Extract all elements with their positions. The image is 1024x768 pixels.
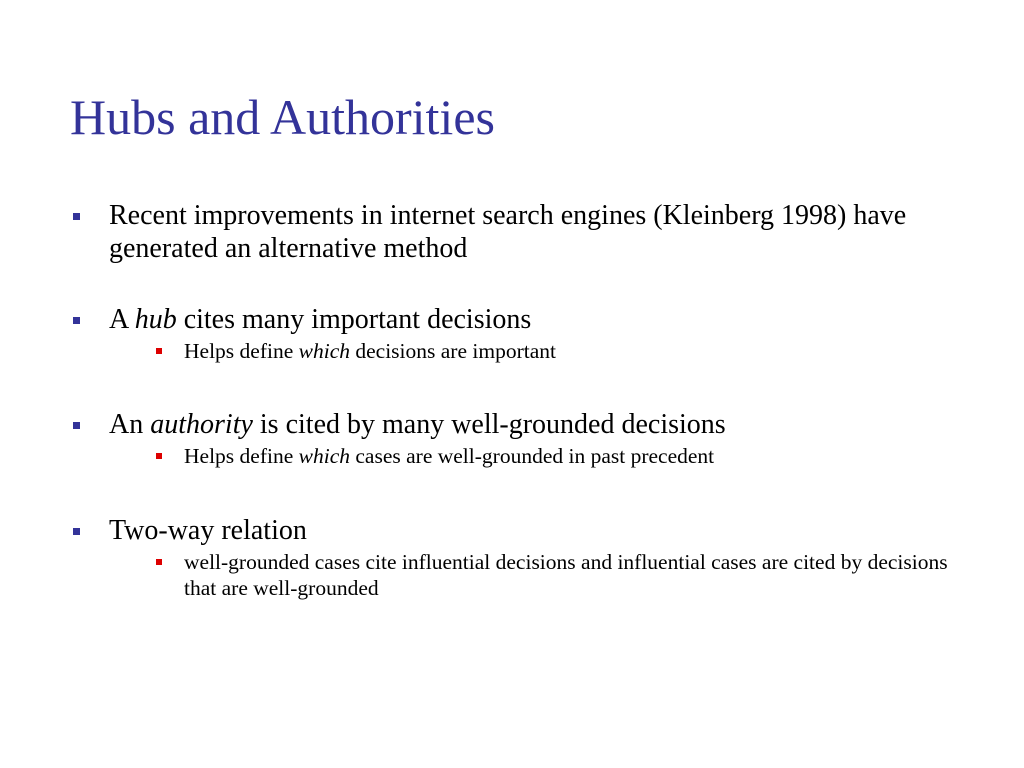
- square-bullet-icon: [73, 213, 80, 220]
- sub-bullet-text: [154, 549, 984, 601]
- bullet-text: [70, 303, 970, 336]
- sub-bullet-prefix: Helps define: [184, 444, 299, 468]
- bullet-content: Two-way relation: [109, 515, 307, 546]
- sub-bullet-suffix: cases are well-grounded in past precedent: [350, 444, 715, 468]
- sub-bullet-prefix: Helps define: [184, 339, 299, 363]
- sub-bullet-suffix: decisions are important: [350, 339, 556, 363]
- sub-bullet-text: [154, 338, 984, 364]
- sub-bullet-emphasis: which: [298, 444, 350, 468]
- sub-bullet-content: well-grounded cases cite influential decisions and influential cases are cited by decisions that are well-grounded: [184, 550, 948, 600]
- bullet-emphasis: hub: [134, 304, 177, 335]
- square-bullet-icon: [73, 422, 80, 429]
- bullet-text: [70, 514, 970, 547]
- bullet-prefix: An: [109, 409, 151, 440]
- bullet-item-authority: [70, 408, 970, 469]
- bullet-text: [70, 408, 970, 441]
- square-sub-bullet-icon: [156, 559, 162, 565]
- slide-title: Hubs and Authorities: [70, 89, 495, 145]
- square-bullet-icon: [73, 528, 80, 535]
- square-sub-bullet-icon: [156, 453, 162, 459]
- sub-bullet-emphasis: which: [298, 339, 350, 363]
- bullet-suffix: is cited by many well-grounded decisions: [252, 409, 726, 440]
- bullet-item-recent-improvements: [70, 199, 970, 265]
- bullet-item-hub: [70, 303, 970, 364]
- bullet-item-two-way-relation: [70, 514, 970, 601]
- square-sub-bullet-icon: [156, 348, 162, 354]
- square-bullet-icon: [73, 317, 80, 324]
- bullet-content: Recent improvements in internet search engines (Kleinberg 1998) have generated an alternative method: [109, 200, 907, 264]
- bullet-suffix: cites many important decisions: [176, 304, 532, 335]
- bullet-emphasis: authority: [150, 409, 253, 440]
- bullet-text: [70, 199, 970, 265]
- bullet-prefix: A: [109, 304, 135, 335]
- sub-bullet-text: [154, 443, 984, 469]
